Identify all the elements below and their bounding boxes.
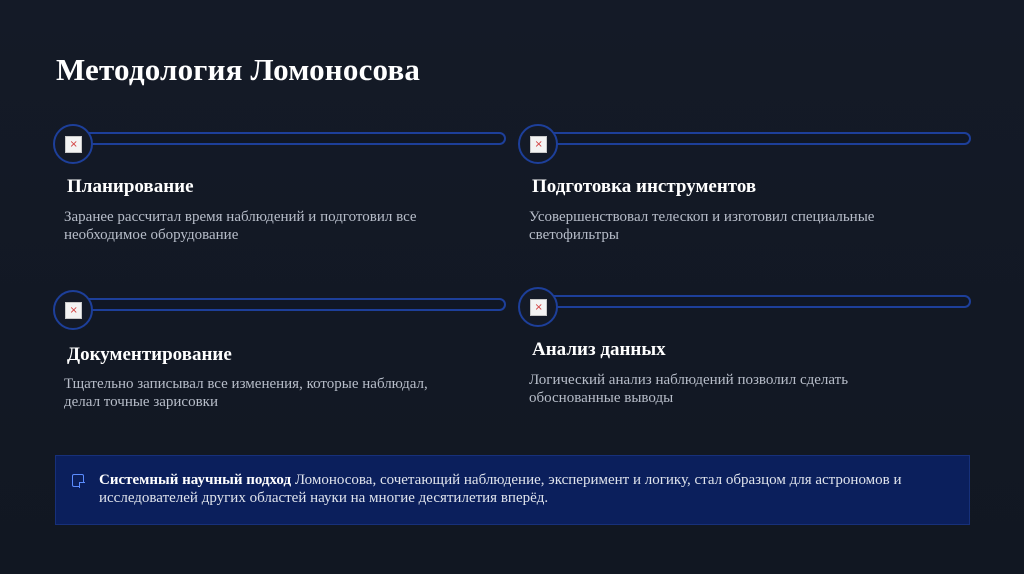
step-badge: [53, 124, 93, 164]
step-description: Усовершенствовал телескоп и изготовил специальные светофильтры: [529, 209, 875, 243]
note-bold-text: Системный научный подход: [99, 472, 292, 488]
broken-image-icon: [65, 136, 82, 153]
step-description: Тщательно записывал все изменения, которые наблюдал, делал точные зарисовки: [64, 376, 428, 410]
step-badge: [518, 287, 558, 327]
progress-track: [79, 298, 506, 311]
step-description: Логический анализ наблюдений позволил сделать обоснованные выводы: [529, 372, 849, 406]
step-heading: Анализ данных: [532, 339, 666, 360]
step-planning: [53, 124, 513, 244]
step-badge: [53, 290, 93, 330]
step-heading: Документирование: [67, 344, 232, 365]
page-title: Методология Ломоносова: [56, 52, 421, 87]
step-tools: [518, 124, 978, 244]
step-badge: [518, 124, 558, 164]
step-documentation: [53, 290, 513, 410]
progress-track: [544, 295, 971, 308]
broken-image-icon: [530, 299, 547, 316]
broken-image-icon: [65, 302, 82, 319]
note-text: Ломоносова, сочетающий наблюдение, эксперимент и логику, стал образцом для астрономов и исследователей других областей науки на многие десятилетия вперёд.: [99, 472, 902, 506]
summary-note: [55, 455, 970, 525]
note-icon: [72, 474, 84, 487]
progress-track: [79, 132, 506, 145]
broken-image-icon: [530, 136, 547, 153]
step-description: Заранее рассчитал время наблюдений и подготовил все необходимое оборудование: [64, 209, 417, 243]
step-heading: Планирование: [67, 176, 194, 197]
step-heading: Подготовка инструментов: [532, 176, 757, 197]
progress-track: [544, 132, 971, 145]
step-analysis: [518, 287, 978, 407]
